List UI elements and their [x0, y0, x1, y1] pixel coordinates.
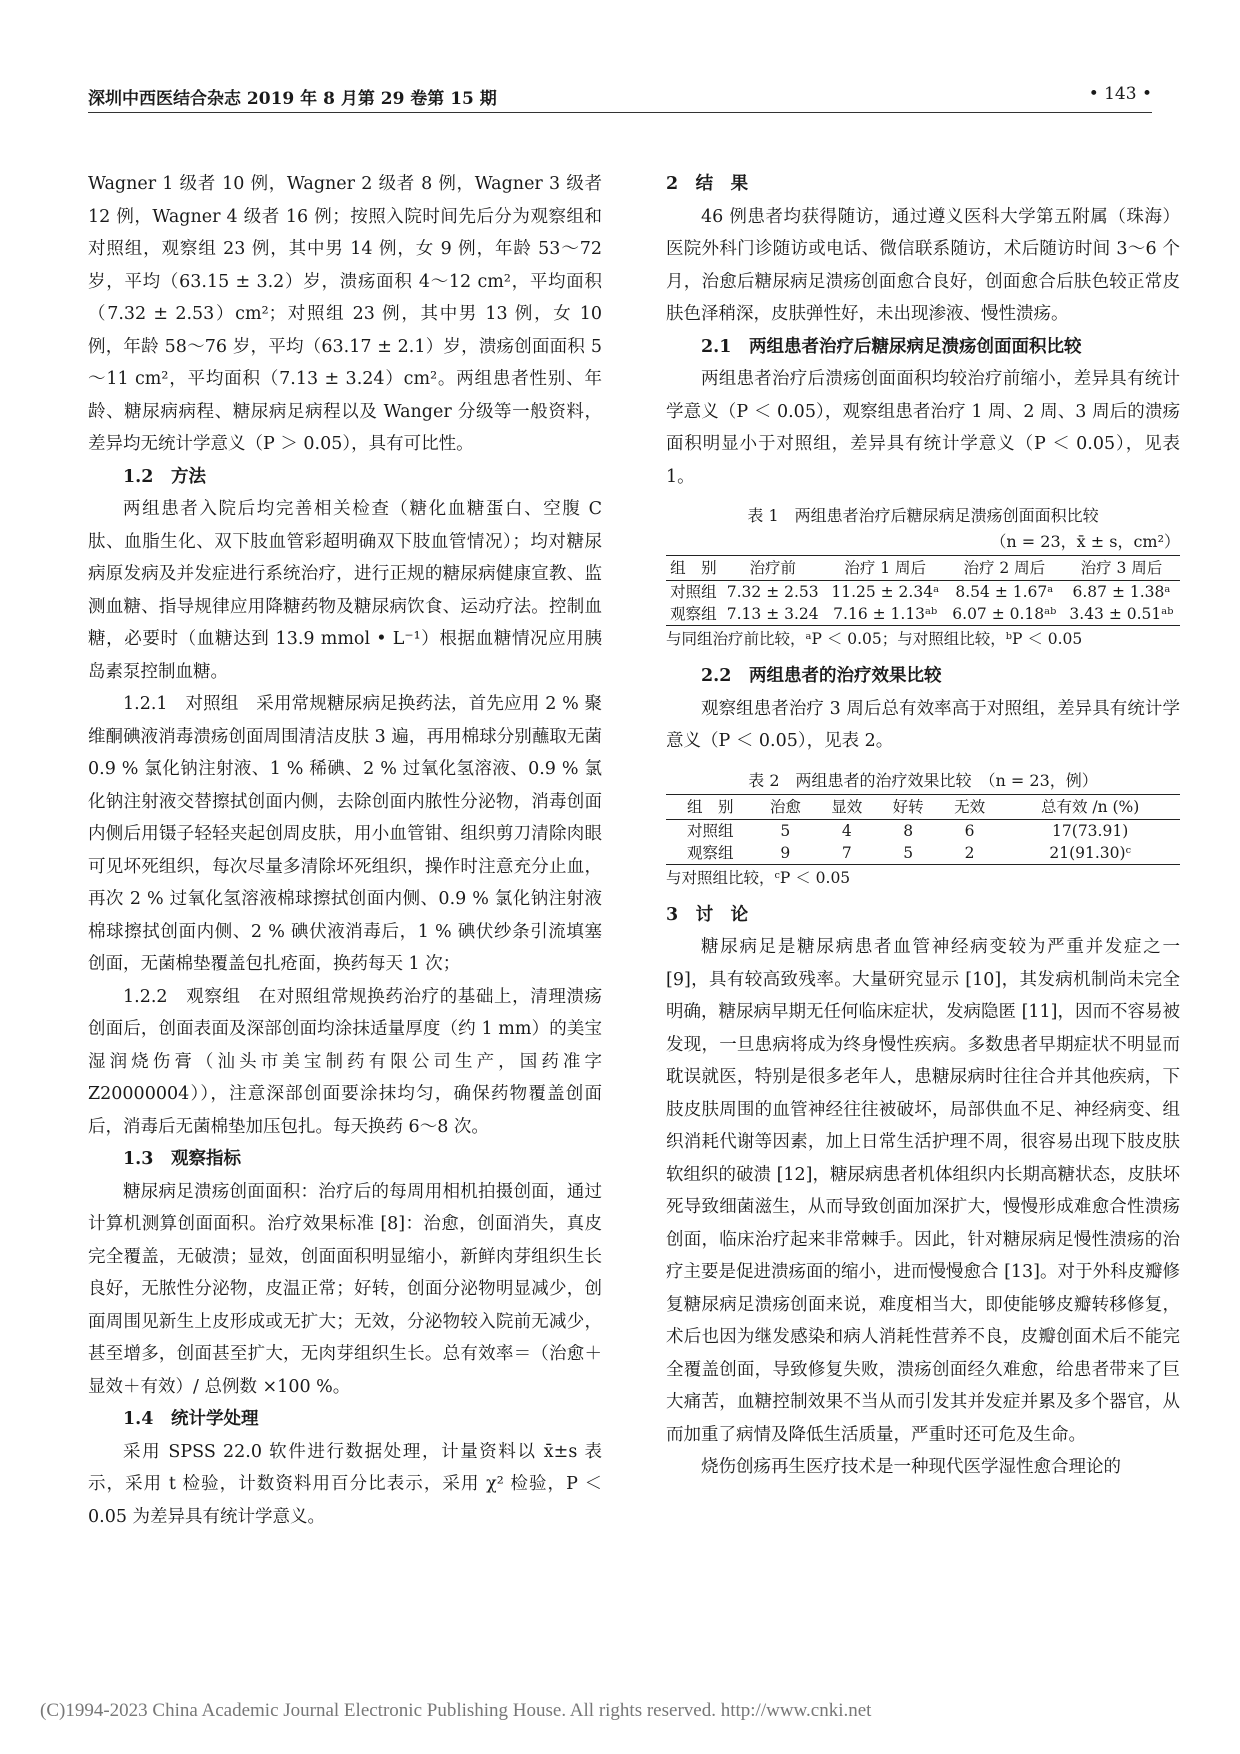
table-header-cell: 总有效 /n (%)	[1000, 794, 1180, 819]
section-heading: 2 结 果	[666, 174, 749, 194]
table-header-cell: 治疗前	[721, 556, 825, 581]
subsection-title: 观察组	[186, 986, 241, 1007]
table-cell: 对照组	[687, 821, 734, 840]
table-cell: 17(73.91)	[1052, 821, 1129, 840]
subsection-number: 1.2.1	[123, 694, 168, 714]
table-cell: 6.07 ± 0.18ᵃᵇ	[946, 603, 1063, 626]
table-header-cell: 治疗 3 周后	[1063, 556, 1180, 581]
table-unit: （n = 23，x̄ ± s，cm²）	[990, 532, 1180, 551]
paragraph: Wagner 1 级者 10 例，Wagner 2 级者 8 例，Wagner 3 级者 12 例，Wagner 4 级者 16 例；按照入院时间先后分为观察组和对照组，观察组 23 例，其中男 14 例，女 9 例，年龄 53～72 岁，平均（63.15 ± 3.2）岁，溃疡面积 4～12 cm²，平均面积（7.32 ± 2.53）cm²；对照组 23 例，其中男 13 例，女 10 例，年龄 58～76 岁，平均（63.17 ± 2.1）岁，溃疡创面面积 5～11 cm²，平均面积（7.13 ± 3.24）cm²。两组患者性别、年龄、糖尿病病程、糖尿病足病程以及 Wanger 分级等一般资料，差异均无统计学意义（P ＞ 0.05），具有可比性。	[88, 174, 602, 454]
paragraph: 观察组患者治疗 3 周后总有效率高于对照组，差异具有统计学意义（P ＜ 0.05），见表 2。	[666, 698, 1180, 751]
table-1	[666, 555, 1180, 626]
table-cell: 9	[755, 842, 816, 865]
table-row	[666, 581, 1180, 604]
paragraph: 糖尿病足溃疡创面面积：治疗后的每周用相机拍摄创面，通过计算机测算创面面积。治疗效果标准 [8]：治愈，创面消失，真皮完全覆盖，无破溃；显效，创面面积明显缩小，新鲜肉芽组织生长良好，无脓性分泌物，皮温正常；好转，创面分泌物明显减少，创面周围见新生上皮形成或无扩大；无效，分泌物较入院前无减少，甚至增多，创面甚至扩大，无肉芽组织生长。总有效率＝（治愈＋显效＋有效）/ 总例数 ×100 %。	[88, 1181, 602, 1397]
right-column	[666, 168, 1180, 1484]
table-cell: 对照组	[670, 583, 717, 601]
table-header-row	[666, 794, 1180, 819]
paragraph: 烧伤创疡再生医疗技术是一种现代医学湿性愈合理论的	[701, 1457, 1121, 1477]
table-row	[666, 842, 1180, 865]
page-number: • 143 •	[1088, 84, 1152, 104]
section-heading: 2.1 两组患者治疗后糖尿病足溃疡创面面积比较	[701, 336, 1082, 357]
page-header	[88, 84, 1152, 113]
table-2	[666, 794, 1180, 865]
table-cell: 5	[877, 842, 938, 865]
section-heading: 1.4 统计学处理	[123, 1409, 259, 1429]
subsection-text: 在对照组常规换药治疗的基础上，清理溃疡创面后，创面表面及深部创面均涂抹适量厚度（约 1 mm）的美宝湿润烧伤膏（汕头市美宝制药有限公司生产，国药准字 Z20000004）），注意深部创面要涂抹均匀，确保药物覆盖创面后，消毒后无菌棉垫加压包扎。每天换药 6～8 次。	[88, 986, 603, 1137]
subsection-title: 对照组	[185, 694, 239, 714]
journal-title: 深圳中西医结合杂志 2019 年 8 月第 29 卷第 15 期	[88, 89, 497, 109]
table-header-row	[666, 556, 1180, 581]
table-header-cell: 治疗 1 周后	[825, 556, 946, 581]
paragraph: 两组患者治疗后溃疡创面面积均较治疗前缩小，差异具有统计学意义（P ＜ 0.05），观察组患者治疗 1 周、2 周、3 周后的溃疡面积明显小于对照组，差异具有统计学意义（P ＜ 0.05），见表 1。	[666, 369, 1180, 487]
table-header-cell: 显效	[816, 794, 877, 819]
table-cell: 6.87 ± 1.38ᵃ	[1072, 583, 1171, 601]
table-cell: 观察组	[666, 842, 755, 865]
table-note: 与同组治疗前比较，ᵃP ＜ 0.05；与对照组比较，ᵇP ＜ 0.05	[666, 630, 1083, 648]
subsection-text: 采用常规糖尿病足换药法，首先应用 2 % 聚维酮碘液消毒溃疡创面周围清洁皮肤 3 遍，再用棉球分别蘸取无菌 0.9 % 氯化钠注射液、1 % 稀碘、2 % 过氧化氢溶液、0.9 % 氯化钠注射液交替擦拭创面内侧，去除创面内脓性分泌物，消毒创面内侧后用镊子轻轻夹起创周皮肤，用小血管钳、组织剪刀清除肉眼可见坏死组织，每次尽量多清除坏死组织，操作时注意充分止血，再次 2 % 过氧化氢溶液棉球擦拭创面内侧、0.9 % 氯化钠注射液棉球擦拭创面内侧、2 % 碘伏液消毒后，1 % 碘伏纱条引流填塞创面，无菌棉垫覆盖包扎疮面，换药每天 1 次；	[88, 694, 603, 974]
left-column	[88, 168, 602, 1533]
table-header-cell: 治疗 2 周后	[946, 556, 1063, 581]
table-cell: 6	[964, 821, 975, 840]
copyright-footer: (C)1994-2023 China Academic Journal Electronic Publishing House. All rights reserved. http://www.cnki.net	[40, 1700, 872, 1721]
table-cell: 7.16 ± 1.13ᵃᵇ	[825, 603, 946, 626]
table-cell: 4	[841, 821, 852, 840]
table-note: 与对照组比较，ᶜP ＜ 0.05	[666, 868, 851, 887]
section-heading: 2.2 两组患者的治疗效果比较	[701, 666, 942, 686]
table-cell: 7.13 ± 3.24	[721, 603, 825, 626]
table-row	[666, 819, 1180, 842]
table-caption: 表 1 两组患者治疗后糖尿病足溃疡创面面积比较	[747, 506, 1099, 525]
subsection-number: 1.2.2	[123, 986, 168, 1007]
table-cell: 8.54 ± 1.67ᵃ	[955, 583, 1054, 601]
table-cell: 2	[939, 842, 1000, 865]
table-cell: 8	[903, 821, 914, 840]
paragraph	[88, 688, 602, 981]
table-header-cell: 治愈	[755, 794, 816, 819]
table-cell: 21(91.30)ᶜ	[1000, 842, 1180, 865]
paragraph: 两组患者入院后均完善相关检查（糖化血糖蛋白、空腹 C 肽、血脂生化、双下肢血管彩超明确双下肢血管情况）；均对糖尿病原发病及并发症进行系统治疗，进行正规的糖尿病健康宣教、监测血糖、指导规律应用降糖药物及糖尿病饮食、运动疗法。控制血糖，必要时（血糖达到 13.9 mmol • L⁻¹）根据血糖情况应用胰岛素泵控制血糖。	[88, 499, 602, 682]
section-heading: 1.2 方法	[123, 466, 206, 487]
paragraph: 46 例患者均获得随访，通过遵义医科大学第五附属（珠海）医院外科门诊随访或电话、微信联系随访，术后随访时间 3～6 个月，治愈后糖尿病足溃疡创面愈合良好，创面愈合后肤色较正常皮肤色泽稍深，皮肤弹性好，未出现渗液、慢性溃疡。	[666, 206, 1180, 324]
table-header-cell: 组 别	[666, 794, 755, 819]
section-heading: 1.3 观察指标	[123, 1149, 241, 1169]
table-header-cell: 好转	[877, 794, 938, 819]
paragraph: 采用 SPSS 22.0 软件进行数据处理，计量资料以 x̄±s 表示，采用 t 检验，计数资料用百分比表示，采用 χ² 检验，P ＜ 0.05 为差异具有统计学意义。	[88, 1441, 602, 1527]
table-cell: 3.43 ± 0.51ᵃᵇ	[1063, 603, 1180, 626]
table-cell: 11.25 ± 2.34ᵃ	[831, 583, 940, 601]
table-cell: 7.32 ± 2.53	[726, 583, 819, 601]
table-cell: 5	[780, 821, 791, 840]
paragraph	[88, 981, 602, 1144]
paragraph: 糖尿病足是糖尿病患者血管神经病变较为严重并发症之一 [9]，具有较高致残率。大量研究显示 [10]，其发病机制尚未完全明确，糖尿病早期无任何临床症状，发病隐匿 [11]，因而不容易被发现，一旦患病将成为终身慢性疾病。多数患者早期症状不明显而耽误就医，特别是很多老年人，患糖尿病时往往合并其他疾病，下肢皮肤周围的血管神经往往被破坏，局部供血不足、神经病变、组织消耗代谢等因素，加上日常生活护理不周，很容易出现下肢皮肤软组织的破溃 [12]，糖尿病患者机体组织内长期高糖状态，皮肤坏死导致细菌滋生，从而导致创面加深扩大，慢慢形成难愈合性溃疡创面，临床治疗起来非常棘手。因此，针对糖尿病足慢性溃疡的治疗主要是促进溃疡面的缩小，进而慢慢愈合 [13]。对于外科皮瓣修复糖尿病足溃疡创面来说，难度相当大，即使能够皮瓣转移修复，术后也因为继发感染和病人消耗性营养不良，皮瓣创面术后不能完全覆盖创面，导致修复失败，溃疡创面经久难愈，给患者带来了巨大痛苦，血糖控制效果不当从而引发其并发症并累及多个器官，从而加重了病情及降低生活质量，严重时还可危及生命。	[666, 937, 1180, 1445]
section-heading: 3 讨 论	[666, 904, 749, 925]
table-header-cell: 组 别	[666, 556, 721, 581]
table-row	[666, 603, 1180, 626]
table-caption: 表 2 两组患者的治疗效果比较 （n = 23，例）	[748, 770, 1098, 790]
table-header-cell: 无效	[939, 794, 1000, 819]
table-cell: 7	[816, 842, 877, 865]
table-cell: 观察组	[666, 603, 721, 626]
